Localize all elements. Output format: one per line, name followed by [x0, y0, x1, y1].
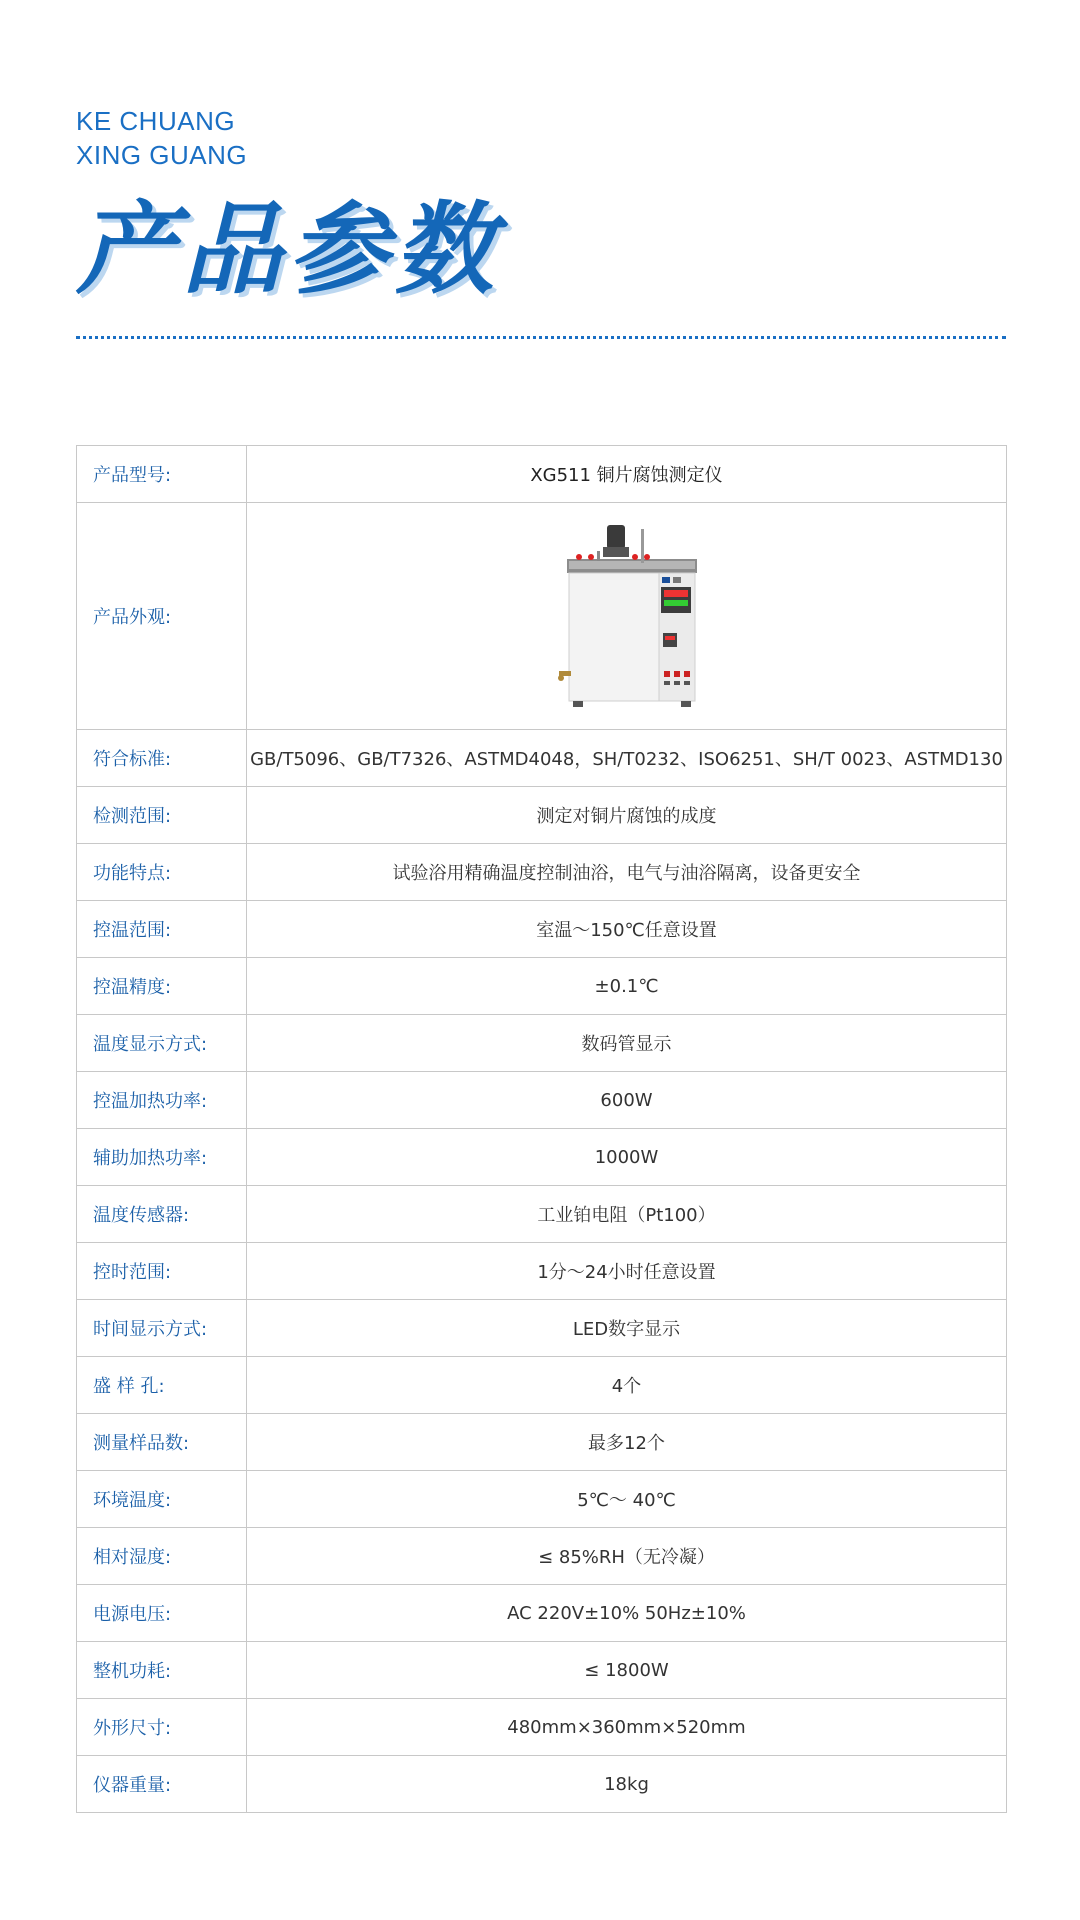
- row-label: 辅助加热功率:: [77, 1129, 247, 1186]
- row-label: 整机功耗:: [77, 1642, 247, 1699]
- row-value: XG511 铜片腐蚀测定仪: [247, 446, 1007, 503]
- table-row: [77, 901, 1007, 958]
- table-row: [77, 1471, 1007, 1528]
- row-value: 4个: [247, 1357, 1007, 1414]
- row-value: LED数字显示: [247, 1300, 1007, 1357]
- table-row: [77, 1243, 1007, 1300]
- table-row: [77, 730, 1007, 787]
- row-label: 检测范围:: [77, 787, 247, 844]
- row-value: 5℃～ 40℃: [247, 1471, 1007, 1528]
- table-row: [77, 1300, 1007, 1357]
- table-row: [77, 1528, 1007, 1585]
- row-label: 测量样品数:: [77, 1414, 247, 1471]
- row-value: 室温～150℃任意设置: [247, 901, 1007, 958]
- product-image-cell: [247, 503, 1007, 730]
- row-label: 符合标准:: [77, 730, 247, 787]
- row-value: ≤ 85%RH（无冷凝）: [247, 1528, 1007, 1585]
- table-row: [77, 1129, 1007, 1186]
- table-row: [77, 1357, 1007, 1414]
- row-label: 电源电压:: [77, 1585, 247, 1642]
- row-label: 外形尺寸:: [77, 1699, 247, 1756]
- row-label: 控温精度:: [77, 958, 247, 1015]
- row-value: 测定对铜片腐蚀的成度: [247, 787, 1007, 844]
- table-row: [77, 1699, 1007, 1756]
- row-value: 数码管显示: [247, 1015, 1007, 1072]
- row-label: 仪器重量:: [77, 1756, 247, 1813]
- dotted-divider: [76, 336, 1006, 339]
- brand-line-1: KE CHUANG: [76, 106, 236, 136]
- row-label: 温度传感器:: [77, 1186, 247, 1243]
- row-value: ≤ 1800W: [247, 1642, 1007, 1699]
- row-value: 1000W: [247, 1129, 1007, 1186]
- page-title: 产品参数: [76, 191, 500, 308]
- table-row: [77, 1072, 1007, 1129]
- table-row: [77, 1585, 1007, 1642]
- row-value: 试验浴用精确温度控制油浴，电气与油浴隔离，设备更安全: [247, 844, 1007, 901]
- row-value: 18kg: [247, 1756, 1007, 1813]
- table-row-model: [77, 446, 1007, 503]
- table-row: [77, 958, 1007, 1015]
- row-value: 600W: [247, 1072, 1007, 1129]
- table-row: [77, 1414, 1007, 1471]
- row-label: 环境温度:: [77, 1471, 247, 1528]
- row-label: 产品型号:: [77, 446, 247, 503]
- table-row-appearance: [77, 503, 1007, 730]
- table-row: [77, 844, 1007, 901]
- row-label: 温度显示方式:: [77, 1015, 247, 1072]
- row-label: 控时范围:: [77, 1243, 247, 1300]
- table-row: [77, 1015, 1007, 1072]
- row-label: 时间显示方式:: [77, 1300, 247, 1357]
- row-value: ±0.1℃: [247, 958, 1007, 1015]
- spec-table: [76, 445, 1007, 1813]
- row-value: AC 220V±10% 50Hz±10%: [247, 1585, 1007, 1642]
- row-value: GB/T5096、GB/T7326、ASTMD4048，SH/T0232、ISO6251、SH/T 0023、ASTMD130: [247, 730, 1007, 787]
- row-label: 控温范围:: [77, 901, 247, 958]
- product-image: [547, 521, 707, 711]
- row-label: 控温加热功率:: [77, 1072, 247, 1129]
- brand-text: [76, 104, 247, 172]
- row-value: 480mm×360mm×520mm: [247, 1699, 1007, 1756]
- table-row: [77, 1756, 1007, 1813]
- row-label: 功能特点:: [77, 844, 247, 901]
- row-label: 盛 样 孔:: [77, 1357, 247, 1414]
- brand-line-2: XING GUANG: [76, 140, 248, 170]
- table-row: [77, 787, 1007, 844]
- table-row: [77, 1186, 1007, 1243]
- row-label: 产品外观:: [77, 503, 247, 730]
- row-label: 相对湿度:: [77, 1528, 247, 1585]
- table-row: [77, 1642, 1007, 1699]
- row-value: 工业铂电阻（Pt100）: [247, 1186, 1007, 1243]
- row-value: 1分～24小时任意设置: [247, 1243, 1007, 1300]
- row-value: 最多12个: [247, 1414, 1007, 1471]
